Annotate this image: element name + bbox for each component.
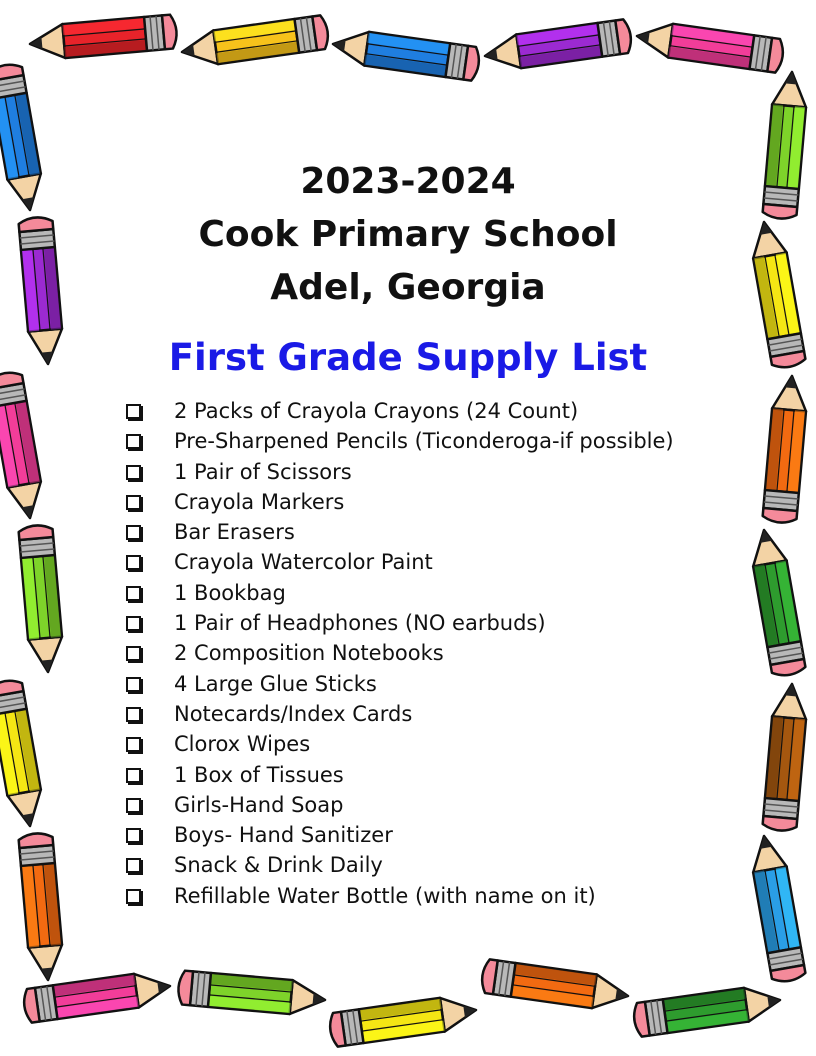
checkbox-icon xyxy=(126,889,141,904)
list-item: Notecards/Index Cards xyxy=(126,699,686,729)
pencil-icon xyxy=(177,970,326,1017)
pencil-icon xyxy=(747,833,806,984)
list-item: Crayola Watercolor Paint xyxy=(126,547,686,577)
list-item: Pre-Sharpened Pencils (Ticonderoga-if possible) xyxy=(126,426,686,456)
checkbox-icon xyxy=(126,404,141,419)
list-item: Crayola Markers xyxy=(126,487,686,517)
title-school: Cook Primary School xyxy=(198,214,618,255)
list-item: Boys- Hand Sanitizer xyxy=(126,820,686,850)
list-item: Refillable Water Bottle (with name on it) xyxy=(126,881,686,911)
checkbox-icon xyxy=(126,586,141,601)
title-year: 2023-2024 xyxy=(300,161,516,202)
pencil-icon xyxy=(18,524,65,673)
pencil-icon xyxy=(331,27,481,81)
checkbox-icon xyxy=(126,768,141,783)
checkbox-icon xyxy=(126,707,141,722)
checkbox-icon xyxy=(126,525,141,540)
pencil-icon xyxy=(480,959,630,1013)
checkbox-icon xyxy=(126,465,141,480)
pencil-icon xyxy=(0,678,47,829)
list-item: Girls-Hand Soap xyxy=(126,790,686,820)
checkbox-icon xyxy=(126,828,141,843)
list-item: Clorox Wipes xyxy=(126,729,686,759)
pencil-icon xyxy=(328,993,478,1047)
checkbox-icon xyxy=(126,616,141,631)
pencil-icon xyxy=(762,683,809,832)
list-item: 2 Composition Notebooks xyxy=(126,638,686,668)
pencil-icon xyxy=(22,969,172,1023)
pencil-icon xyxy=(632,983,782,1037)
list-item: 1 Bookbag xyxy=(126,578,686,608)
checkbox-icon xyxy=(126,677,141,692)
supply-list xyxy=(126,396,686,911)
pencil-icon xyxy=(0,370,47,521)
list-item: 1 Pair of Headphones (NO earbuds) xyxy=(126,608,686,638)
list-item: 1 Pair of Scissors xyxy=(126,457,686,487)
pencil-icon xyxy=(29,14,178,61)
checkbox-icon xyxy=(126,737,141,752)
list-item: 2 Packs of Crayola Crayons (24 Count) xyxy=(126,396,686,426)
title-block xyxy=(0,155,816,314)
subtitle: First Grade Supply List xyxy=(168,336,648,379)
pencil-icon xyxy=(180,15,330,69)
list-item: 4 Large Glue Sticks xyxy=(126,669,686,699)
title-location: Adel, Georgia xyxy=(270,267,546,308)
checkbox-icon xyxy=(126,858,141,873)
checkbox-icon xyxy=(126,555,141,570)
list-item: Bar Erasers xyxy=(126,517,686,547)
pencil-icon xyxy=(747,527,806,678)
list-item: Snack & Drink Daily xyxy=(126,850,686,880)
checkbox-icon xyxy=(126,798,141,813)
list-item: 1 Box of Tissues xyxy=(126,760,686,790)
pencil-icon xyxy=(762,375,809,524)
pencil-icon xyxy=(483,19,633,73)
pencil-icon xyxy=(635,19,785,73)
checkbox-icon xyxy=(126,495,141,510)
checkbox-icon xyxy=(126,646,141,661)
pencil-icon xyxy=(18,832,65,981)
checkbox-icon xyxy=(126,434,141,449)
